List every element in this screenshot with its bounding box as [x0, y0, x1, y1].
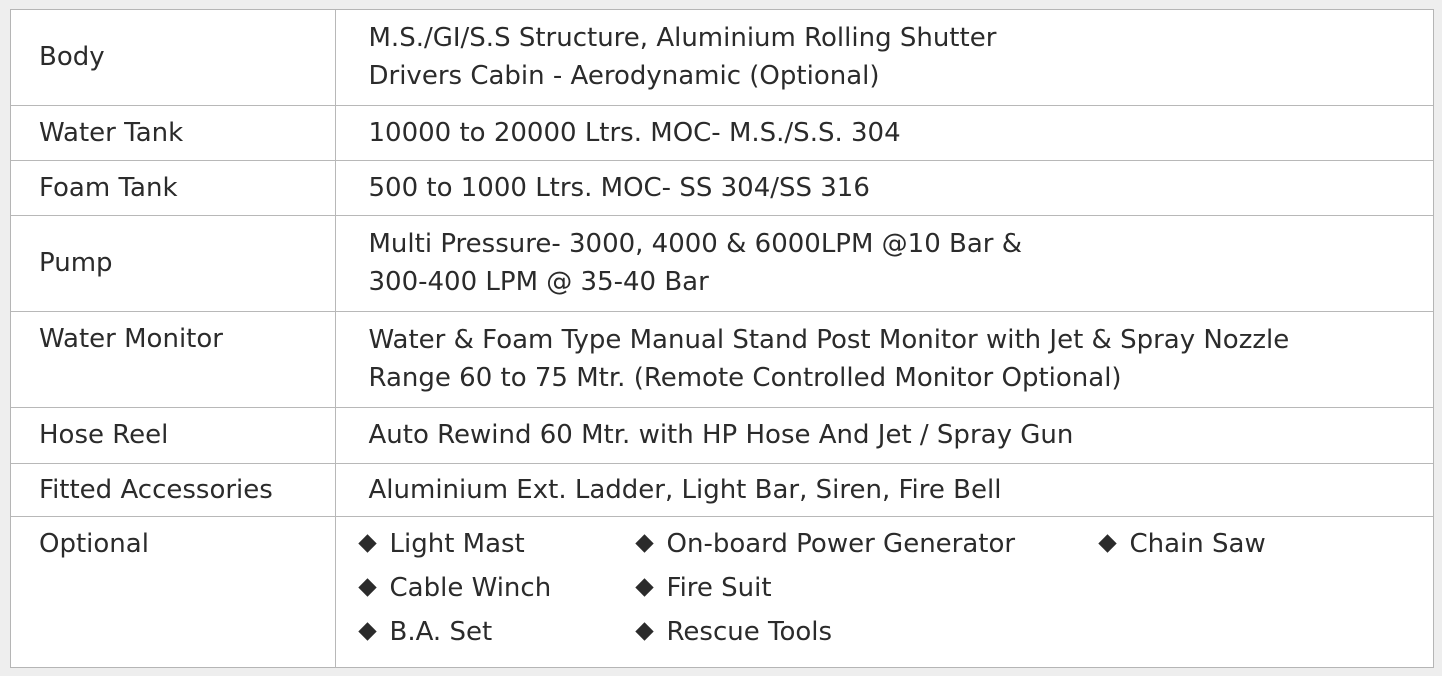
optional-item-label: Light Mast — [389, 528, 525, 559]
optional-item-label: On-board Power Generator — [666, 528, 1016, 559]
value-line: 10000 to 20000 Ltrs. MOC- M.S./S.S. 304 — [368, 117, 901, 148]
row-value — [335, 463, 1433, 516]
diamond-bullet-icon — [635, 534, 653, 552]
value-line: Range 60 to 75 Mtr. (Remote Controlled Monitor Optional) — [368, 363, 1122, 393]
row-label: Body — [11, 10, 335, 105]
optional-item — [358, 613, 635, 651]
row-label: Fitted Accessories — [11, 463, 335, 516]
optional-item — [635, 525, 1098, 563]
row-label: Optional — [11, 516, 335, 668]
table-row-optional — [11, 516, 1433, 668]
specification-table — [11, 10, 1433, 668]
optional-item — [635, 613, 1098, 651]
row-label: Pump — [11, 215, 335, 311]
value-line: Aluminium Ext. Ladder, Light Bar, Siren, Fire Bell — [368, 474, 1002, 505]
value-line: 300-400 LPM @ 35-40 Bar — [368, 267, 709, 297]
row-value — [335, 160, 1433, 215]
value-line: Water & Foam Type Manual Stand Post Monitor with Jet & Spray Nozzle — [368, 325, 1290, 355]
row-value — [335, 10, 1433, 105]
optional-item-label: Cable Winch — [389, 572, 552, 603]
table-row-water-tank — [11, 105, 1433, 160]
optional-item — [358, 525, 635, 563]
optional-items-grid — [336, 525, 1434, 651]
row-value — [335, 215, 1433, 311]
row-value — [335, 105, 1433, 160]
value-line: M.S./GI/S.S Structure, Aluminium Rolling Shutter — [368, 23, 997, 54]
value-line: 500 to 1000 Ltrs. MOC- SS 304/SS 316 — [368, 172, 870, 203]
optional-item — [358, 569, 635, 607]
table-row-fitted-accessories — [11, 463, 1433, 516]
optional-item-label: Chain Saw — [1129, 528, 1266, 559]
value-line: Drivers Cabin - Aerodynamic (Optional) — [368, 61, 880, 92]
value-line: Auto Rewind 60 Mtr. with HP Hose And Jet / Spray Gun — [368, 420, 1074, 450]
row-label: Foam Tank — [11, 160, 335, 215]
table-row-foam-tank — [11, 160, 1433, 215]
diamond-bullet-icon — [1098, 534, 1116, 552]
row-value — [335, 407, 1433, 463]
spec-table-frame — [10, 9, 1434, 668]
table-row-pump — [11, 215, 1433, 311]
optional-item-label: Rescue Tools — [666, 616, 833, 647]
table-row-hose-reel — [11, 407, 1433, 463]
diamond-bullet-icon — [635, 578, 653, 596]
row-label: Water Monitor — [11, 311, 335, 407]
optional-item-label: Fire Suit — [666, 572, 772, 603]
table-row-water-monitor — [11, 311, 1433, 407]
diamond-bullet-icon — [358, 534, 376, 552]
optional-item — [635, 569, 1098, 607]
row-value — [335, 311, 1433, 407]
optional-item — [1098, 525, 1398, 563]
optional-item-spacer — [1098, 569, 1398, 607]
diamond-bullet-icon — [358, 578, 376, 596]
row-label: Water Tank — [11, 105, 335, 160]
table-row-body — [11, 10, 1433, 105]
diamond-bullet-icon — [635, 622, 653, 640]
value-line: Multi Pressure- 3000, 4000 & 6000LPM @10 Bar & — [368, 229, 1023, 259]
optional-item-label: B.A. Set — [389, 616, 493, 647]
row-value — [335, 516, 1433, 668]
diamond-bullet-icon — [358, 622, 376, 640]
row-label: Hose Reel — [11, 407, 335, 463]
